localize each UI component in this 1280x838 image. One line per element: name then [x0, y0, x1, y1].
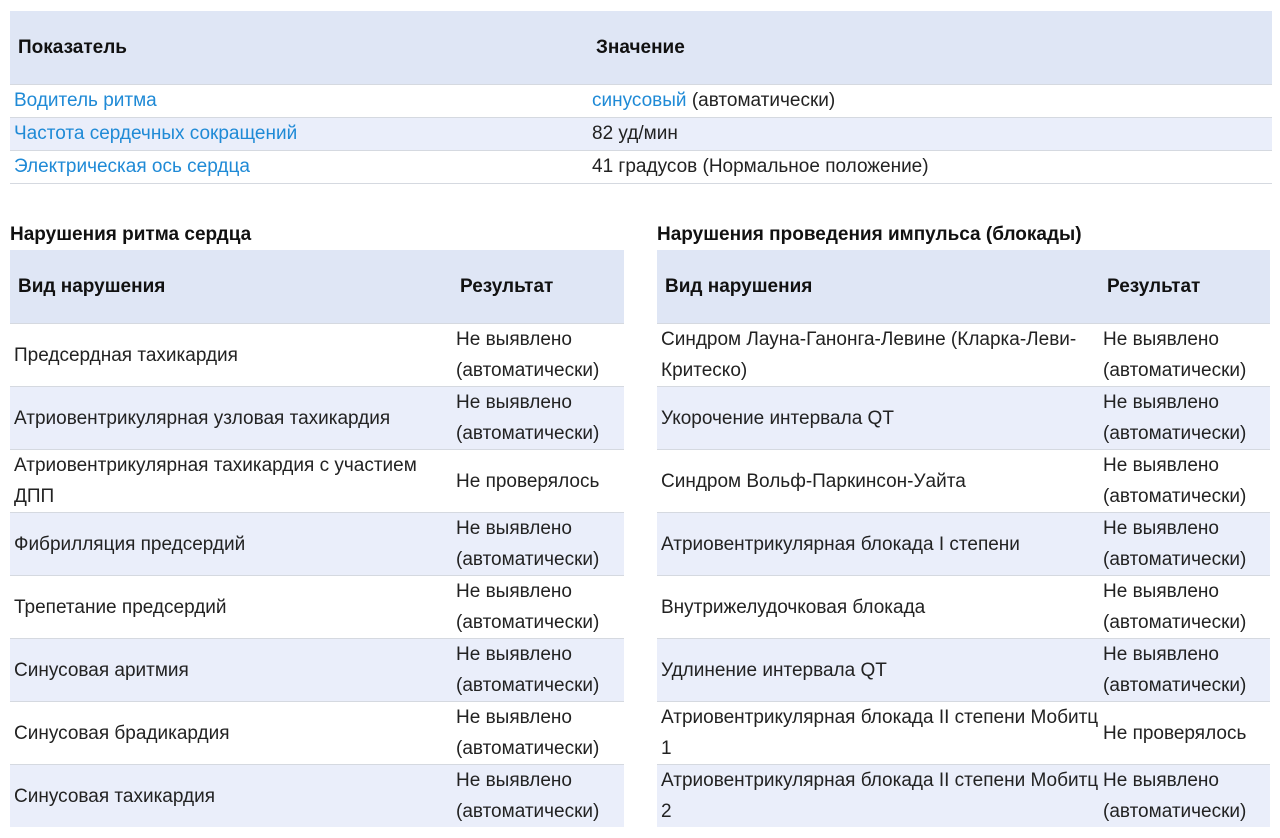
result-method: (автоматически)	[1103, 423, 1247, 444]
table-row	[657, 639, 1270, 702]
disorder-result	[452, 702, 624, 765]
disorder-name: Синусовая аритмия	[10, 639, 452, 702]
summary-row	[10, 118, 1272, 151]
result-method: (автоматически)	[1103, 486, 1247, 507]
result-method: (автоматически)	[1103, 612, 1247, 633]
disorder-name: Предсердная тахикардия	[10, 324, 452, 387]
result-status: Не выявлено	[1103, 770, 1219, 791]
disorder-name: Атриовентрикулярная блокада II степени Мобитц 1	[657, 702, 1099, 765]
disorder-result	[1099, 450, 1270, 513]
table-row	[657, 324, 1270, 387]
rhythm-section-title: Нарушения ритма сердца	[10, 224, 252, 245]
conduction-table	[657, 250, 1270, 827]
disorder-result	[1099, 324, 1270, 387]
rhythm-header-result: Результат	[452, 250, 624, 324]
summary-header-value: Значение	[588, 11, 1272, 85]
result-method: (автоматически)	[1103, 675, 1247, 696]
electrical-axis-link[interactable]: Электрическая ось сердца	[14, 156, 250, 177]
summary-param-cell	[10, 151, 588, 184]
disorder-name: Укорочение интервала QT	[657, 387, 1099, 450]
table-row	[10, 765, 624, 828]
rhythm-header-type: Вид нарушения	[10, 250, 452, 324]
summary-value-text: 41 градусов (Нормальное положение)	[592, 156, 929, 177]
disorder-name: Синусовая тахикардия	[10, 765, 452, 828]
result-method: (автоматически)	[456, 738, 600, 759]
summary-value-cell	[588, 151, 1272, 184]
disorder-result	[452, 639, 624, 702]
table-row	[657, 765, 1270, 828]
summary-value-text: 82 уд/мин	[592, 123, 678, 144]
disorder-result	[452, 387, 624, 450]
table-row	[10, 387, 624, 450]
result-status: Не выявлено	[456, 644, 572, 665]
conduction-header-result: Результат	[1099, 250, 1270, 324]
table-row	[10, 576, 624, 639]
result-method: (автоматически)	[456, 549, 600, 570]
disorder-result	[452, 513, 624, 576]
table-row	[10, 324, 624, 387]
result-status: Не выявлено	[1103, 455, 1219, 476]
disorder-name: Внутрижелудочковая блокада	[657, 576, 1099, 639]
disorder-name: Синдром Лауна-Ганонга-Левине (Кларка-Леви-Критеско)	[657, 324, 1099, 387]
summary-header-param: Показатель	[10, 11, 588, 85]
disorder-result	[452, 765, 624, 828]
result-status: Не проверялось	[456, 470, 600, 492]
rhythm-header-row	[10, 250, 624, 324]
result-status: Не выявлено	[1103, 392, 1219, 413]
summary-param-cell	[10, 85, 588, 118]
result-method: (автоматически)	[456, 612, 600, 633]
summary-param-cell	[10, 118, 588, 151]
result-status: Не выявлено	[456, 518, 572, 539]
summary-row	[10, 85, 1272, 118]
disorder-result	[1099, 513, 1270, 576]
result-method: (автоматически)	[456, 423, 600, 444]
disorder-name: Атриовентрикулярная блокада II степени Мобитц 2	[657, 765, 1099, 828]
disorder-result	[1099, 702, 1270, 765]
disorder-name: Атриовентрикулярная блокада I степени	[657, 513, 1099, 576]
disorder-result	[452, 450, 624, 513]
result-method: (автоматически)	[1103, 360, 1247, 381]
disorder-result	[1099, 765, 1270, 828]
result-status: Не выявлено	[1103, 518, 1219, 539]
table-row	[10, 702, 624, 765]
conduction-header-row	[657, 250, 1270, 324]
table-row	[657, 513, 1270, 576]
result-status: Не выявлено	[1103, 329, 1219, 350]
summary-value-cell	[588, 85, 1272, 118]
result-method: (автоматически)	[456, 675, 600, 696]
pacemaker-link[interactable]: Водитель ритма	[14, 90, 157, 111]
result-status: Не выявлено	[1103, 644, 1219, 665]
result-status: Не выявлено	[456, 329, 572, 350]
summary-table	[10, 11, 1272, 184]
summary-header-row	[10, 11, 1272, 85]
summary-row	[10, 151, 1272, 184]
result-status: Не выявлено	[1103, 581, 1219, 602]
result-status: Не проверялось	[1103, 722, 1247, 744]
sinus-rhythm-link[interactable]: синусовый	[592, 90, 687, 111]
disorder-result	[452, 576, 624, 639]
disorder-result	[452, 324, 624, 387]
disorder-name: Синдром Вольф-Паркинсон-Уайта	[657, 450, 1099, 513]
disorder-name: Синусовая брадикардия	[10, 702, 452, 765]
table-row	[10, 513, 624, 576]
disorder-name: Атриовентрикулярная тахикардия с участием ДПП	[10, 450, 452, 513]
result-status: Не выявлено	[456, 581, 572, 602]
table-row	[10, 639, 624, 702]
disorder-result	[1099, 576, 1270, 639]
disorder-name: Атриовентрикулярная узловая тахикардия	[10, 387, 452, 450]
table-row	[657, 387, 1270, 450]
disorder-name: Фибрилляция предсердий	[10, 513, 452, 576]
table-row	[10, 450, 624, 513]
summary-value-text: (автоматически)	[686, 90, 836, 111]
table-row	[657, 702, 1270, 765]
result-method: (автоматически)	[456, 360, 600, 381]
disorder-name: Трепетание предсердий	[10, 576, 452, 639]
table-row	[657, 576, 1270, 639]
result-status: Не выявлено	[456, 707, 572, 728]
table-row	[657, 450, 1270, 513]
summary-value-cell	[588, 118, 1272, 151]
result-method: (автоматически)	[456, 801, 600, 822]
result-status: Не выявлено	[456, 392, 572, 413]
result-method: (автоматически)	[1103, 549, 1247, 570]
result-status: Не выявлено	[456, 770, 572, 791]
rhythm-table	[10, 250, 624, 827]
disorder-result	[1099, 639, 1270, 702]
conduction-section-title: Нарушения проведения импульса (блокады)	[657, 224, 1082, 245]
conduction-header-type: Вид нарушения	[657, 250, 1099, 324]
disorder-name: Удлинение интервала QT	[657, 639, 1099, 702]
heart-rate-link[interactable]: Частота сердечных сокращений	[14, 123, 298, 144]
disorder-result	[1099, 387, 1270, 450]
result-method: (автоматически)	[1103, 801, 1247, 822]
